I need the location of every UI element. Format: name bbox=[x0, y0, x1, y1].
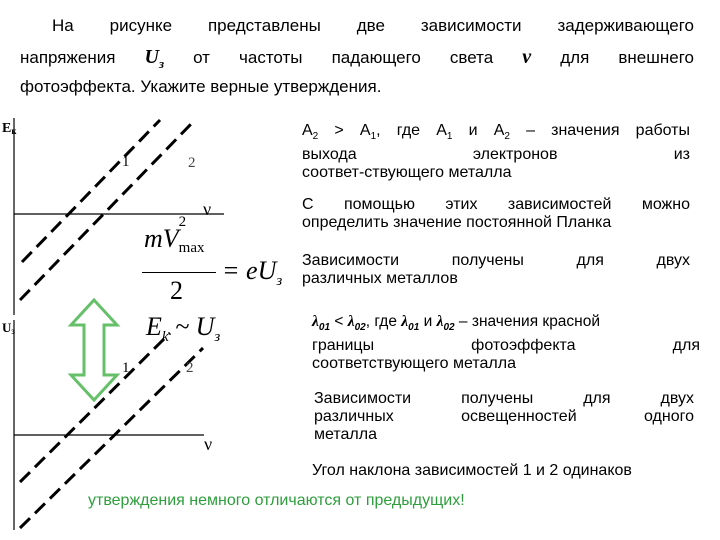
statement-line: Угол наклона зависимостей 1 и 2 одинаков bbox=[312, 462, 632, 479]
statement-line: $А_2 > А_1$, где $А_1$ и $А_2$ – значения работы bbox=[302, 122, 691, 143]
line-1-label: 1 bbox=[122, 360, 130, 376]
fraction-bar bbox=[142, 272, 216, 273]
x-axis-label: ν bbox=[204, 434, 213, 454]
formula-rhs: = $eU_з$ bbox=[222, 256, 283, 290]
formula bbox=[140, 214, 300, 348]
intro-line-1: На рисунке представлены две зависимости задерживающего bbox=[52, 16, 694, 35]
line-1-label: 1 bbox=[122, 154, 130, 170]
intro-line-2 bbox=[20, 47, 694, 74]
statement-line: металла bbox=[314, 426, 377, 443]
symbol-u: $U_з$ bbox=[144, 46, 165, 71]
statement-line: различных освещенностей одного bbox=[314, 408, 694, 425]
intro-line-3: фотоэффекта. Укажите верные утверждения. bbox=[20, 77, 382, 96]
intro-text: для внешнего bbox=[560, 48, 694, 67]
statement-line: Зависимости получены для двух bbox=[314, 390, 694, 407]
x-axis-label: ν bbox=[203, 199, 212, 219]
statement-line: соответствующего металла bbox=[312, 355, 516, 373]
footer-note: утверждения немного отличаются от предыдущих! bbox=[88, 492, 465, 509]
statement-5[interactable] bbox=[314, 390, 694, 444]
statement-line: соответ-ствующего металла bbox=[302, 164, 512, 182]
statement-1[interactable] bbox=[302, 122, 690, 182]
up-down-arrow-icon bbox=[71, 300, 117, 400]
line-2-label: 2 bbox=[188, 155, 196, 171]
intro-text: напряжения bbox=[20, 48, 116, 67]
statement-4[interactable] bbox=[312, 313, 700, 373]
statement-line: определить значение постоянной Планка bbox=[302, 214, 612, 231]
line-2-label: 2 bbox=[186, 360, 194, 376]
statement-3[interactable] bbox=[302, 252, 690, 288]
formula-line-2: $E_k$ ~ $U_з$ bbox=[146, 312, 221, 346]
y-axis-label: Uз bbox=[2, 320, 16, 336]
statement-line: границы фотоэффекта для bbox=[312, 337, 700, 355]
statement-6[interactable] bbox=[312, 462, 632, 480]
statement-line: Зависимости получены для двух bbox=[302, 252, 690, 269]
statement-line: С помощью этих зависимостей можно bbox=[302, 196, 690, 213]
statement-2[interactable] bbox=[302, 196, 690, 232]
formula-numerator: mV 2 max bbox=[144, 214, 205, 256]
symbol-nu: ν bbox=[522, 46, 532, 68]
statement-line: различных металлов bbox=[302, 270, 458, 287]
statement-line: $\lambda_{01} < \lambda_{02}$, где $\lambda_{01}$ и $\lambda_{02}$ – значения красной bbox=[312, 313, 601, 334]
formula-denominator: 2 bbox=[170, 276, 183, 305]
statement-line: выхода электронов из bbox=[302, 146, 690, 164]
y-axis-label: Eк bbox=[2, 121, 17, 136]
intro-text: от частоты падающего света bbox=[193, 48, 494, 67]
